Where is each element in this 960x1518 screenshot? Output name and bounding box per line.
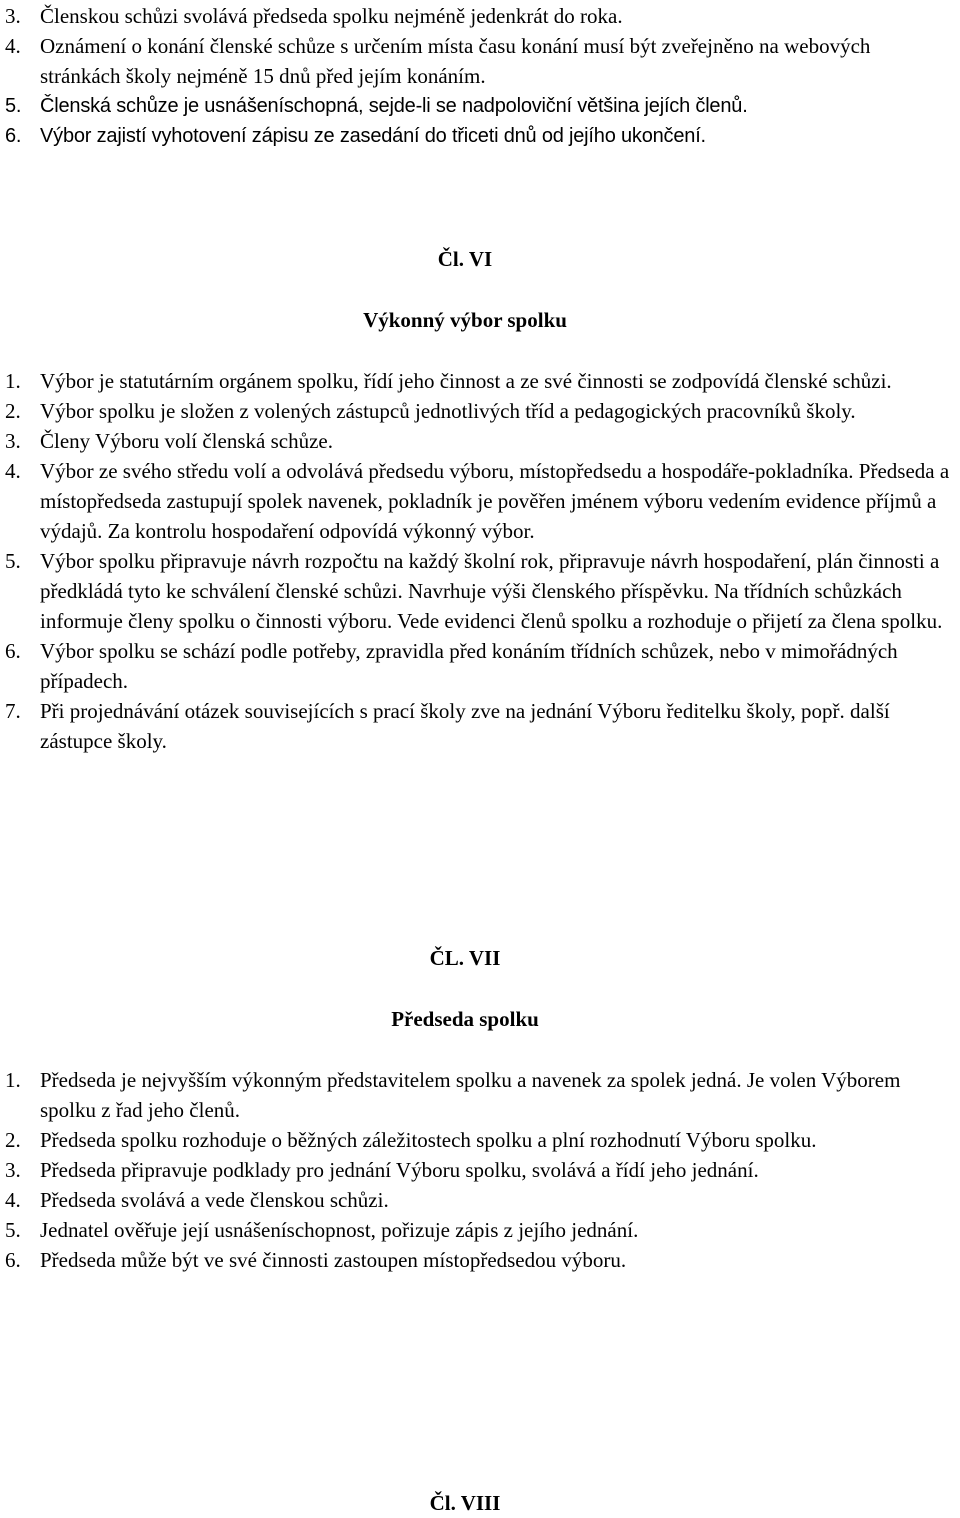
list-item [0, 1125, 960, 1155]
list-item-text: Výbor ze svého středu volí a odvolává předsedu výboru, místopředsedu a hospodáře-pokladníka. Předseda a místopředseda zastupují spolek navenek, pokladník je pověřen jménem výboru vedením evidence příjmů a výdajů. Za kontrolu hospodaření odpovídá výkonný výbor. [40, 459, 950, 543]
list-item-number: 5. [5, 1218, 21, 1242]
list-item-number: 3. [5, 1158, 21, 1182]
article-vi-number: Čl. VI [437, 247, 493, 271]
list-item [0, 396, 960, 426]
list-item-text: Předseda je nejvyšším výkonným představitelem spolku a navenek za spolek jedná. Je volen Výborem spolku z řad jeho členů. [40, 1068, 901, 1122]
list-item-text: Jednatel ověřuje její usnášeníschopnost, pořizuje zápis z jejího jednání. [40, 1218, 639, 1242]
list-item [0, 121, 960, 151]
list-item-number: 2. [5, 1128, 21, 1152]
list-item-text: Předseda svolává a vede členskou schůzi. [40, 1188, 389, 1212]
list-item [0, 696, 960, 756]
list-item-text: Výbor spolku připravuje návrh rozpočtu na každý školní rok, připravuje návrh hospodaření, plán činnosti a předkládá tyto ke schválení členské schůzi. Navrhuje výši členského příspěvku. Na třídních schůzkách informuje členy spolku o činnosti výboru. Vede evidenci členů spolku a rozhoduje o přijetí za člena spolku. [40, 549, 943, 633]
list-item [0, 456, 960, 546]
list-item-number: 1. [5, 369, 21, 393]
list-item-number: 4. [5, 34, 21, 58]
article-viii-number: Čl. VIII [429, 1491, 501, 1515]
list-item [0, 1, 960, 31]
list-item-text: Členy Výboru volí členská schůze. [40, 429, 333, 453]
list-item-number: 5. [5, 95, 22, 117]
list-item-text: Předseda může být ve své činnosti zastoupen místopředsedou výboru. [40, 1248, 627, 1272]
list-item-number: 3. [5, 4, 21, 28]
list-item-text: Členskou schůzi svolává předseda spolku nejméně jedenkrát do roka. [40, 4, 623, 28]
list-item-number: 2. [5, 399, 21, 423]
list-item [0, 1155, 960, 1185]
list-item-number: 6. [5, 125, 22, 147]
list-item-number: 6. [5, 1248, 21, 1272]
list-item-text: Výbor zajistí vyhotovení zápisu ze zasedání do třiceti dnů od jejího ukončení. [40, 125, 706, 147]
article-vii-title: Předseda spolku [391, 1007, 539, 1031]
article-vii-list [0, 1065, 960, 1275]
list-item [0, 1215, 960, 1245]
list-item [0, 91, 960, 121]
list-item [0, 31, 960, 91]
list-item-text: Předseda připravuje podklady pro jednání Výboru spolku, svolává a řídí jeho jednání. [40, 1158, 759, 1182]
list-item-text: Výbor spolku je složen z volených zástupců jednotlivých tříd a pedagogických pracovníků školy. [40, 399, 856, 423]
list-item-number: 7. [5, 699, 21, 723]
list-item [0, 366, 960, 396]
list-item-number: 6. [5, 639, 21, 663]
list-item-number: 3. [5, 429, 21, 453]
list-item-number: 1. [5, 1068, 21, 1092]
list-item-text: Při projednávání otázek souvisejících s prací školy zve na jednání Výboru ředitelku školy, popř. další zástupce školy. [40, 699, 890, 753]
list-item-text: Členská schůze je usnášeníschopná, sejde-li se nadpoloviční většina jejích členů. [40, 95, 748, 117]
list-item-text: Výbor je statutárním orgánem spolku, řídí jeho činnost a ze své činnosti se zodpovídá členské schůzi. [40, 369, 892, 393]
list-item-number: 4. [5, 1188, 21, 1212]
list-item-text: Výbor spolku se schází podle potřeby, zpravidla před konáním třídních schůzek, nebo v mimořádných případech. [40, 639, 898, 693]
article-vii-number: ČL. VII [429, 946, 501, 970]
continued-list [0, 1, 960, 151]
list-item [0, 636, 960, 696]
list-item [0, 546, 960, 636]
list-item-text: Předseda spolku rozhoduje o běžných záležitostech spolku a plní rozhodnutí Výboru spolku. [40, 1128, 817, 1152]
list-item [0, 1065, 960, 1125]
list-item-number: 4. [5, 459, 21, 483]
list-item-text: Oznámení o konání členské schůze s určením místa času konání musí být zveřejněno na webových stránkách školy nejméně 15 dnů před jejím konáním. [40, 34, 871, 88]
list-item [0, 426, 960, 456]
list-item [0, 1245, 960, 1275]
article-vi-list [0, 366, 960, 756]
list-item-number: 5. [5, 549, 21, 573]
list-item [0, 1185, 960, 1215]
article-vi-title: Výkonný výbor spolku [363, 308, 567, 332]
